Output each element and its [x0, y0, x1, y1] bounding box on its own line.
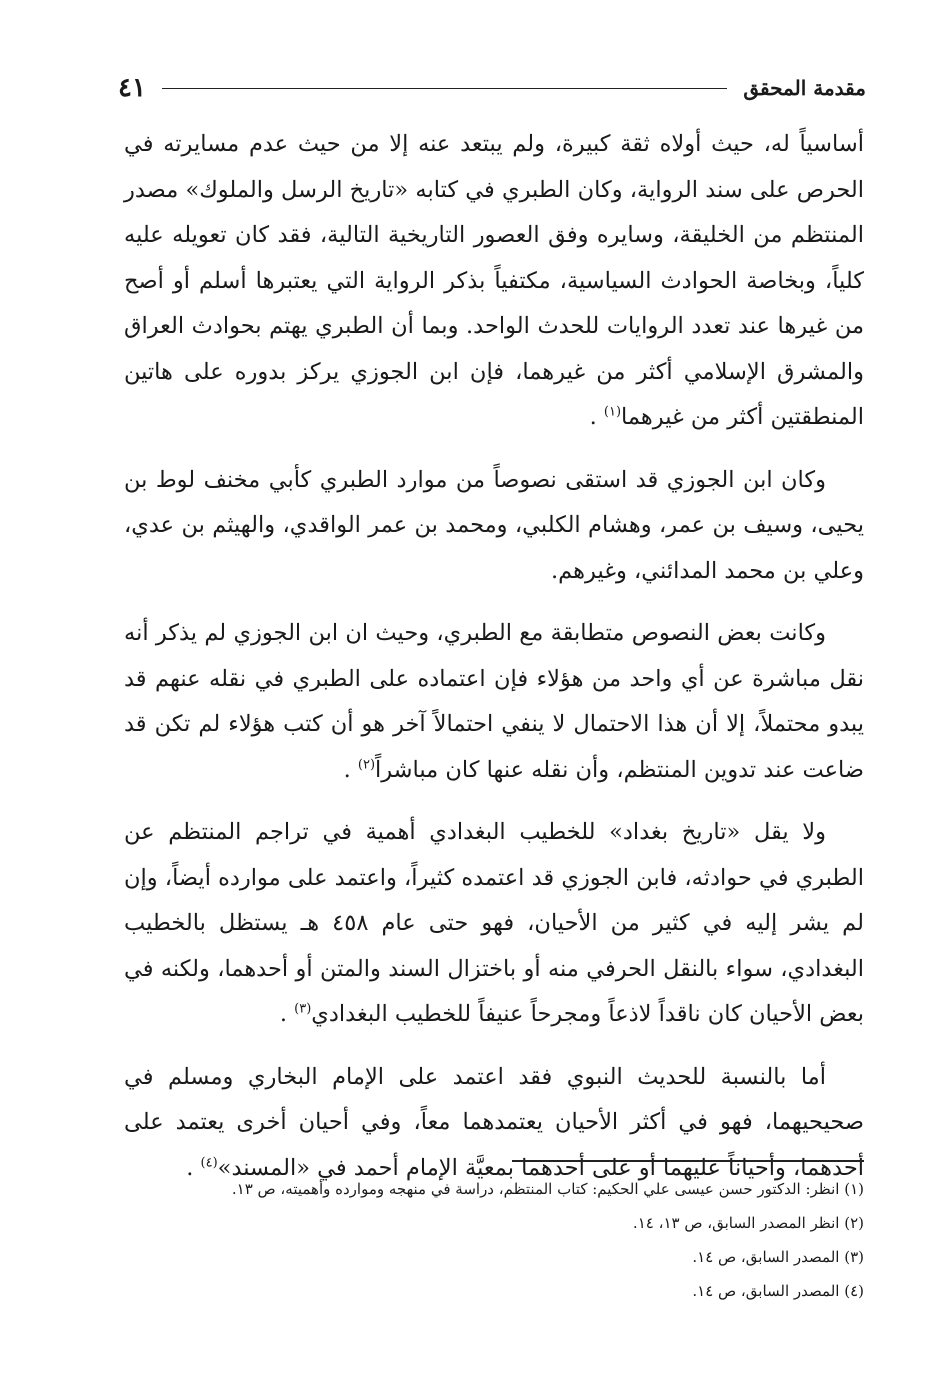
header-title: مقدمة المحقق	[743, 76, 866, 100]
paragraph-text: وكان ابن الجوزي قد استقى نصوصاً من موارد الطبري كأبي مخنف لوط بن يحيى، وسيف بن عمر، وهشام الكلبي، ومحمد بن عمر الواقدي، والهيثم بن عدي، وعلي بن محمد المدائني، وغيرهم.	[124, 466, 864, 584]
footnote-ref: (٣)	[294, 1001, 312, 1017]
footnote-ref: (١)	[603, 404, 622, 420]
footnote: (٢) انظر المصدر السابق، ص ١٣، ١٤.	[632, 1214, 864, 1232]
paragraph	[124, 810, 864, 1038]
footnotes	[124, 1172, 864, 1308]
paragraph	[124, 611, 864, 793]
footnote-separator	[512, 1160, 864, 1162]
paragraph-end: .	[186, 1154, 194, 1181]
paragraph-text: أساسياً له، حيث أولاه ثقة كبيرة، ولم يبتعد عنه إلا من حيث عدم مسايرته في الحرص على سند الرواية، وكان الطبري في كتابه «تاريخ الرسل والملوك» مصدر المنتظم من الخليقة، وسايره وفق العصور التاريخية التالية، فقد كان تعويله عليه كلياً، وبخاصة الحوادث السياسية، مكتفياً بذكر الرواية التي يعتبرها أسلم أو أصح من غيرها عند تعدد الروايات للحدث الواحد. وبما أن الطبري يهتم بحوادث العراق والمشرق الإسلامي أكثر من غيرهما، فإن ابن الجوزي يركز بدوره على هاتين المنطقتين أكثر من غيرهما	[124, 131, 864, 430]
paragraph-end: .	[343, 756, 351, 783]
header-rule	[162, 88, 727, 89]
page-number: ٤١	[118, 73, 146, 103]
paragraph	[124, 122, 864, 441]
footnote: (٤) المصدر السابق، ص ١٤.	[692, 1282, 864, 1300]
footnote-ref: (٢)	[357, 757, 376, 772]
main-text	[124, 122, 864, 1208]
paragraph-text: أما بالنسبة للحديث النبوي فقد اعتمد على الإمام البخاري ومسلم في صحيحيهما، فهو في أكثر الأحيان يعتمدهما معاً، وفي أحيان أخرى يعتمد على أحدهما، وأحياناً عليهما أو على أحدهما بمعيَّة الإمام أحمد في «المسند»	[124, 1063, 864, 1181]
footnote: (١) انظر: الدكتور حسن عيسى علي الحكيم: كتاب المنتظم، دراسة في منهجه وموارده وأهميته، ص ١٣.	[231, 1180, 864, 1198]
running-header	[118, 68, 866, 108]
footnote: (٣) المصدر السابق، ص ١٤.	[692, 1248, 864, 1266]
paragraph	[124, 458, 864, 595]
footnote-ref: (٤)	[200, 1155, 218, 1170]
paragraph	[124, 1055, 864, 1192]
paragraph-text: وكانت بعض النصوص متطابقة مع الطبري، وحيث ان ابن الجوزي لم يذكر أنه نقل مباشرة عن أي واحد من هؤلاء فإن اعتماده على الطبري في نقله عنهم قد يبدو محتملاً، إلا أن هذا الاحتمال لا ينفي احتمالاً آخر هو أن كتب هؤلاء لم تكن قد ضاعت عند تدوين المنتظم، وأن نقله عنها كان مباشراً	[124, 620, 864, 783]
paragraph-end: .	[279, 1001, 287, 1027]
paragraph-text: ولا يقل «تاريخ بغداد» للخطيب البغدادي أهمية في تراجم المنتظم عن الطبري في حوادثه، فابن الجوزي قد اعتمده كثيراً، واعتمد على موارده أيضاً، وإن لم يشر إليه في كثير من الأحيان، فهو حتى عام ٤٥٨ هـ يستظل بالخطيب البغدادي، سواء بالنقل الحرفي منه أو باختزال السند والمتن أو أحدهما، ولكنه في بعض الأحيان كان ناقداً لاذعاً ومجرحاً عنيفاً للخطيب البغدادي	[124, 819, 864, 1027]
paragraph-end: .	[589, 404, 597, 430]
